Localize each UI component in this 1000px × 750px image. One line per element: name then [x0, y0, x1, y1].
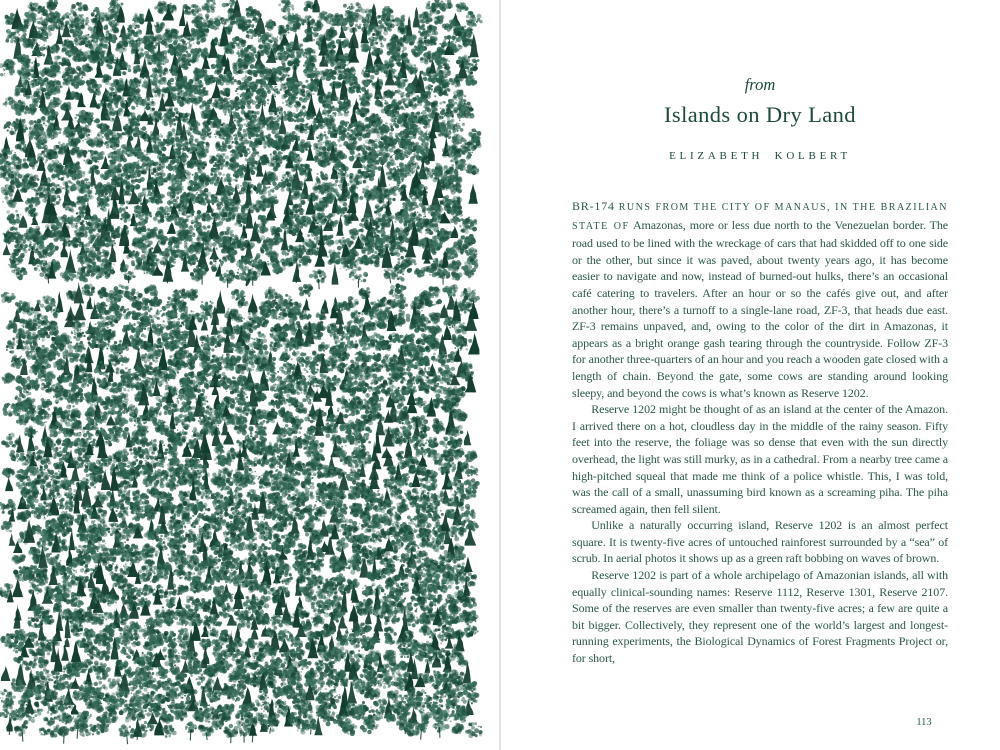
page-number: 113 — [916, 717, 932, 728]
text-column — [572, 0, 948, 750]
paragraph: Reserve 1202 is part of a whole archipelago of Amazonian islands, all with equally clinical-sounding names: Reserve 1112, Reserve 1301, Reserve 2107. Some of the reserves are even smaller than twenty-five acres; a few are quite a bit bigger. Collectively, they represent one of the world’s largest and longest-running experiments, the Biological Dynamics of Forest Fragments Project or, for short, — [572, 568, 948, 666]
chapter-title: Islands on Dry Land — [664, 102, 856, 127]
chapter-kicker: from — [744, 75, 776, 94]
paragraph: Reserve 1202 might be thought of as an island at the center of the Amazon. I arrived there on a hot, cloudless day in the middle of the rainy season. Fifty feet into the reserve, the foliage was so dense that even with the sun directly overhead, the light was still murky, as in a cathedral. From a nearby tree came a high-pitched squeal that made me think of a police whistle. This, I was told, was the call of a small, unassuming bird known as a screaming piha. The piha screamed again, then fell silent. — [572, 402, 948, 516]
body-text — [572, 198, 948, 667]
right-page — [501, 0, 1000, 750]
author-name: ELIZABETH KOLBERT — [669, 150, 851, 162]
paragraph: Unlike a naturally occurring island, Reserve 1202 is an almost perfect square. It is twenty-five acres of untouched rainforest surrounded by a “sea” of scrub. In aerial photos it shows up as a green raft bobbing on waves of brown. — [572, 518, 948, 566]
opening-small-caps: RUNS FROM THE CITY OF MANAUS, IN THE BRAZILIAN STATE OF — [572, 202, 948, 232]
left-page — [0, 0, 499, 750]
lead-in: BR-174 — [572, 199, 619, 213]
paragraph: BR-174 RUNS FROM THE CITY OF MANAUS, IN THE BRAZILIAN STATE OF Amazonas, more or less due north to the Venezuelan border. The road used to be lined with the wreckage of cars that had skidded off to one side or the other, but since it was paved, about twenty years ago, it has become easier to navigate and now, instead of burned-out hulks, there’s an occasional café catering to travelers. After an hour or so the cafés give out, and after another hour, there’s a turnoff to a single-lane road, ZF-3, that heads due east. ZF-3 remains unpaved, and, owing to the color of the dirt in Amazonas, it appears as a bright orange gash tearing through the countryside. Follow ZF-3 for another three-quarters of an hour and you reach a wooden gate closed with a length of chain. Beyond the gate, some cows are standing around looking sleepy, and beyond the cows is what’s known as Reserve 1202. — [572, 199, 949, 400]
